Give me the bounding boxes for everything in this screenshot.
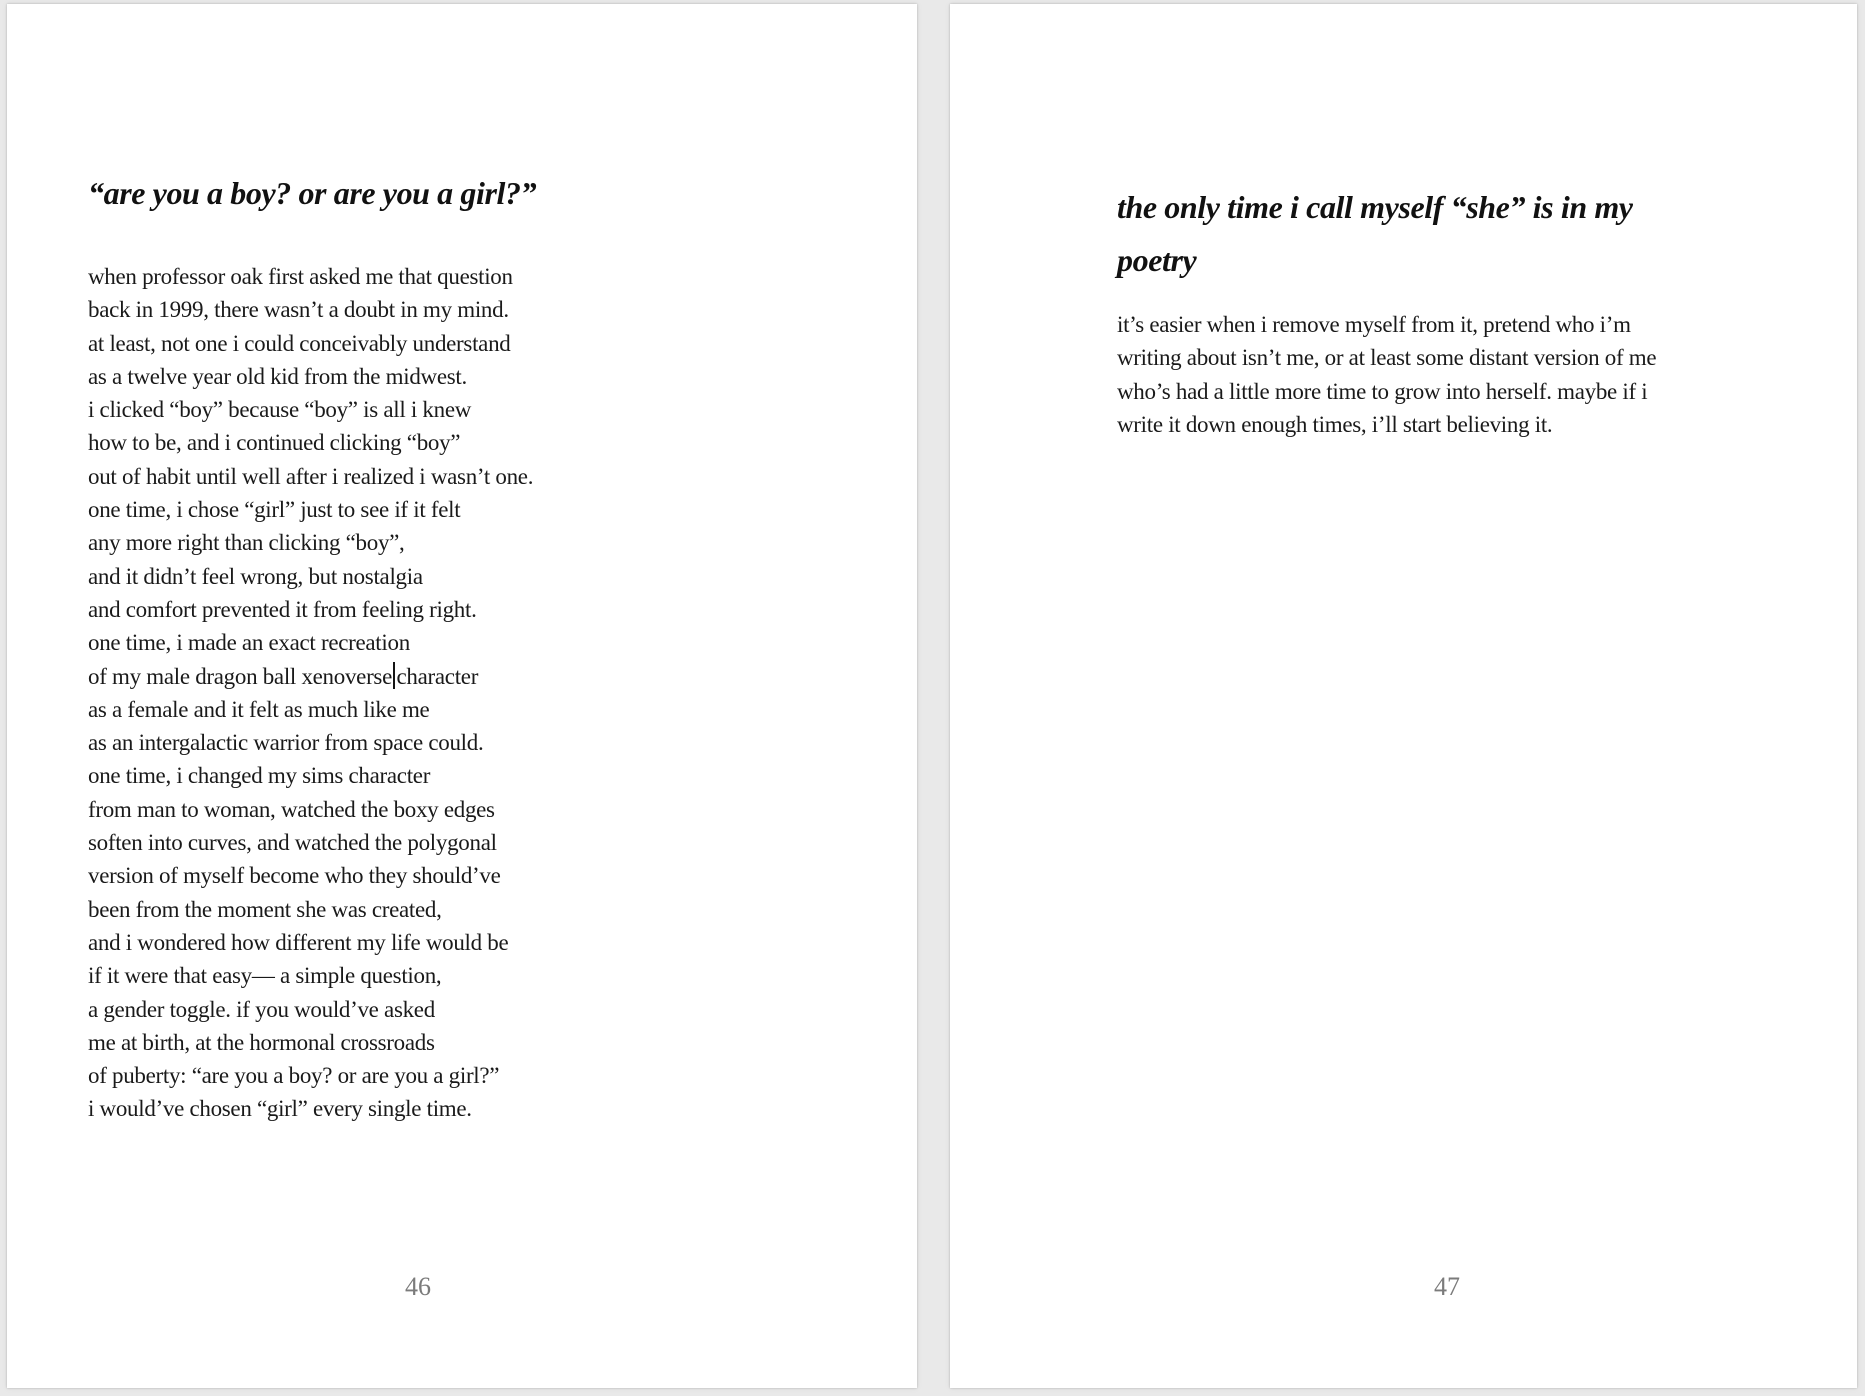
text-line[interactable]: one time, i chose “girl” just to see if it felt — [88, 497, 461, 523]
text-line[interactable]: been from the moment she was created, — [88, 896, 442, 922]
text-line[interactable]: back in 1999, there wasn’t a doubt in my mind. — [88, 297, 509, 323]
text-line[interactable]: out of habit until well after i realized i wasn’t one. — [88, 463, 534, 489]
text-line[interactable]: as an intergalactic warrior from space could. — [88, 730, 484, 756]
text-line[interactable]: and it didn’t feel wrong, but nostalgia — [88, 563, 423, 589]
page-right[interactable] — [950, 4, 1857, 1388]
paragraph-right[interactable] — [1117, 308, 1656, 441]
text-line[interactable]: version of myself become who they should’ve — [88, 863, 501, 889]
text-line[interactable]: me at birth, at the hormonal crossroads — [88, 1029, 435, 1055]
text-line[interactable]: at least, not one i could conceivably understand — [88, 330, 511, 356]
text-line[interactable]: write it down enough times, i’ll start believing it. — [1117, 411, 1553, 437]
text-line[interactable]: from man to woman, watched the boxy edges — [88, 796, 495, 822]
text-line[interactable]: i would’ve chosen “girl” every single time. — [88, 1096, 472, 1122]
page-number-left[interactable]: 46 — [405, 1272, 431, 1301]
text-line[interactable]: when professor oak first asked me that question — [88, 264, 513, 289]
page-left[interactable] — [7, 4, 917, 1388]
text-line[interactable]: one time, i made an exact recreation — [88, 630, 410, 656]
text-line[interactable]: soften into curves, and watched the polygonal — [88, 830, 497, 856]
text-line[interactable]: who’s had a little more time to grow into herself. maybe if i — [1117, 378, 1648, 404]
text-line[interactable]: the only time i call myself “she” is in my — [1117, 189, 1633, 225]
text-line[interactable]: as a female and it felt as much like me — [88, 696, 430, 722]
text-line[interactable]: it’s easier when i remove myself from it, pretend who i’m — [1117, 312, 1631, 337]
text-line[interactable]: and i wondered how different my life would be — [88, 929, 509, 955]
text-line[interactable]: and comfort prevented it from feeling right. — [88, 596, 477, 622]
text-line[interactable]: a gender toggle. if you would’ve asked — [88, 996, 435, 1022]
text-line[interactable]: poetry — [1117, 242, 1197, 278]
text-line[interactable]: one time, i changed my sims character — [88, 763, 431, 789]
text-line[interactable]: how to be, and i continued clicking “boy” — [88, 430, 461, 456]
poem-title-left[interactable]: “are you a boy? or are you a girl?” — [88, 175, 537, 211]
poem-left[interactable] — [88, 260, 533, 1126]
text-line[interactable]: any more right than clicking “boy”, — [88, 530, 405, 556]
text-line[interactable]: if it were that easy— a simple question, — [88, 963, 442, 989]
text-line[interactable]: i clicked “boy” because “boy” is all i knew — [88, 397, 472, 423]
text-line[interactable]: of puberty: “are you a boy? or are you a girl?” — [88, 1063, 500, 1089]
text-cursor — [393, 662, 395, 689]
text-line[interactable]: of my male dragon ball xenoverse character — [88, 663, 479, 689]
poem-title-right[interactable] — [1117, 181, 1633, 287]
page-number-right[interactable]: 47 — [1434, 1272, 1460, 1301]
text-line[interactable]: as a twelve year old kid from the midwest. — [88, 363, 467, 389]
text-line[interactable]: writing about isn’t me, or at least some distant version of me — [1117, 345, 1657, 371]
